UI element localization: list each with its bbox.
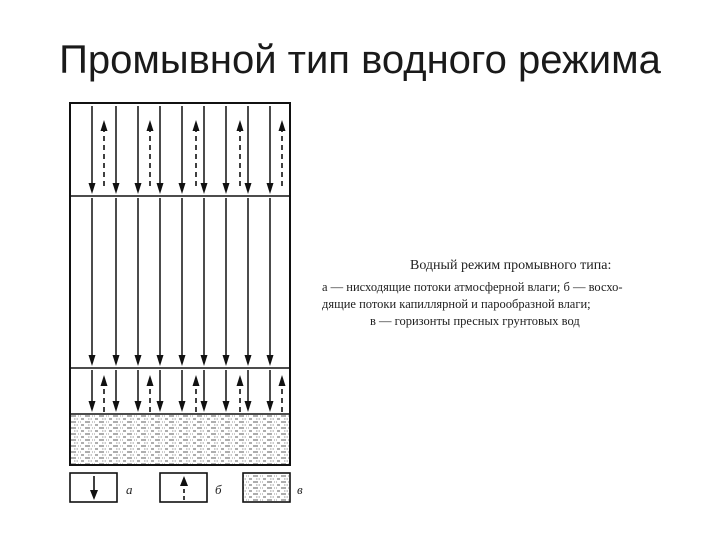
down-arrow: [223, 106, 230, 194]
up-arrow: [237, 375, 244, 412]
down-arrow: [89, 370, 96, 412]
down-arrow: [245, 370, 252, 412]
caption-line-1: а — нисходящие потоки атмосферной влаги; б — восхо-: [322, 280, 623, 294]
down-arrow: [201, 106, 208, 194]
dashed-up-arrow-icon: [180, 476, 188, 500]
down-arrow: [267, 198, 274, 366]
down-arrow: [179, 106, 186, 194]
legend-label-v: в: [297, 482, 303, 497]
down-arrow: [223, 370, 230, 412]
up-arrow: [279, 120, 286, 186]
down-arrow: [267, 106, 274, 194]
down-arrow: [113, 198, 120, 366]
caption-heading: Водный режим промывного типа:: [410, 258, 612, 273]
down-arrow: [201, 370, 208, 412]
down-arrow: [267, 370, 274, 412]
down-arrow: [157, 370, 164, 412]
legend: [70, 473, 290, 502]
slide-title: Промывной тип водного режима: [59, 38, 661, 82]
legend-item-v: [243, 473, 290, 502]
groundwater-hatch-icon: [243, 473, 290, 502]
down-arrow: [201, 198, 208, 366]
up-arrow: [193, 120, 200, 186]
solid-down-arrow-icon: [90, 476, 98, 500]
down-arrow: [157, 106, 164, 194]
down-arrow: [245, 198, 252, 366]
up-arrow: [279, 375, 286, 412]
legend-item-b: [160, 473, 207, 502]
up-arrow: [237, 120, 244, 186]
soil-column: [70, 103, 290, 465]
down-arrow: [179, 370, 186, 412]
caption-line-3: в — горизонты пресных грунтовых вод: [370, 314, 580, 328]
legend-label-b: б: [215, 482, 222, 497]
up-arrow: [101, 375, 108, 412]
caption-line-2: дящие потоки капиллярной и парообразной влаги;: [322, 297, 591, 311]
down-arrow: [113, 106, 120, 194]
down-arrow: [89, 106, 96, 194]
down-arrow: [89, 198, 96, 366]
down-arrow: [157, 198, 164, 366]
legend-label-a: а: [126, 482, 133, 497]
descending-flows: [89, 106, 274, 412]
down-arrow: [135, 198, 142, 366]
down-arrow: [135, 370, 142, 412]
up-arrow: [101, 120, 108, 186]
groundwater-horizon: [71, 415, 289, 464]
down-arrow: [113, 370, 120, 412]
down-arrow: [223, 198, 230, 366]
down-arrow: [135, 106, 142, 194]
up-arrow: [147, 120, 154, 186]
up-arrow: [147, 375, 154, 412]
down-arrow: [179, 198, 186, 366]
legend-item-a: [70, 473, 117, 502]
up-arrow: [193, 375, 200, 412]
down-arrow: [245, 106, 252, 194]
